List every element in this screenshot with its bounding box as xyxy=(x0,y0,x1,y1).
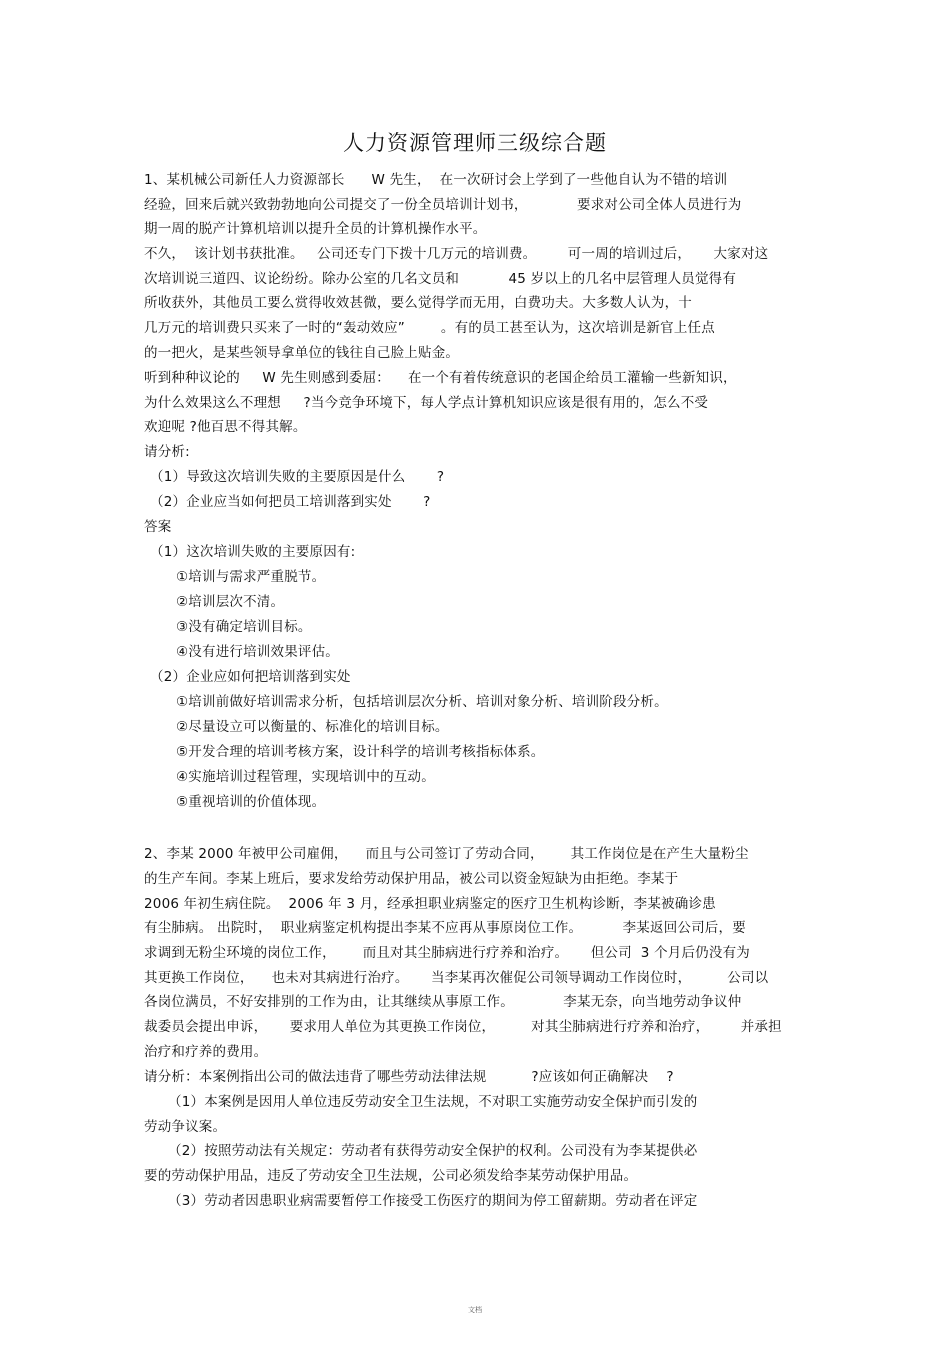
q1-question: （2）企业应当如何把员工培训落到实处 ? xyxy=(150,494,431,510)
q2-line: 2006 年初生病住院。 2006 年 3 月，经承担职业病鉴定的医疗卫生机构诊断，李某被确诊患 xyxy=(144,896,716,912)
answer-item: ⑤开发合理的培训考核方案，设计科学的培训考核指标体系。 xyxy=(176,744,545,760)
answer-item: ⑤重视培训的价值体现。 xyxy=(176,794,326,810)
q2-line: 的生产车间。李某上班后，要求发给劳动保护用品，被公司以资金短缺为由拒绝。李某于 xyxy=(144,871,679,887)
q1-line: 1、某机械公司新任人力资源部长 W 先生， 在一次研讨会上学到了一些他自认为不错的培训 xyxy=(144,172,728,188)
q1-line: 次培训说三道四、议论纷纷。除办公室的几名文员和 45 岁以上的几名中层管理人员觉得有 xyxy=(144,271,737,287)
q2-answer-line: （1）本案例是因用人单位违反劳动安全卫生法规，不对职工实施劳动安全保护而引发的 xyxy=(168,1094,698,1110)
answer-heading: （1）这次培训失败的主要原因有: xyxy=(150,544,356,560)
answer-heading: （2）企业应如何把培训落到实处 xyxy=(150,669,351,685)
q1-line: 不久， 该计划书获批准。 公司还专门下拨十几万元的培训费。 可一周的培训过后， 大家对这 xyxy=(144,246,769,262)
q2-line: 其更换工作岗位， 也未对其病进行治疗。 当李某再次催促公司领导调动工作岗位时， 公司以 xyxy=(144,970,769,986)
document-title: 人力资源管理师三级综合题 xyxy=(343,131,607,155)
answer-label: 答案 xyxy=(144,519,172,535)
answer-item: ①培训前做好培训需求分析，包括培训层次分析、培训对象分析、培训阶段分析。 xyxy=(176,694,668,710)
q2-line: 求调到无粉尘环境的岗位工作， 而且对其尘肺病进行疗养和治疗。 但公司 3 个月后仍没有为 xyxy=(144,945,750,961)
q2-line: 治疗和疗养的费用。 xyxy=(144,1044,268,1060)
answer-item: ④实施培训过程管理，实现培训中的互动。 xyxy=(176,769,435,785)
q2-answer-line: （2）按照劳动法有关规定：劳动者有获得劳动安全保护的权利。公司没有为李某提供必 xyxy=(168,1143,698,1159)
answer-item: ②培训层次不清。 xyxy=(176,594,285,610)
q1-line: 为什么效果这么不理想 ?当今竞争环境下，每人学点计算机知识应该是很有用的，怎么不受 xyxy=(144,395,709,411)
q1-line: 听到种种议论的 W 先生则感到委屈： 在一个有着传统意识的老国企给员工灌输一些新知识， xyxy=(144,370,737,386)
page-footer: 文档 xyxy=(468,1306,482,1314)
q2-answer-line: 要的劳动保护用品，违反了劳动安全卫生法规，公司必须发给李某劳动保护用品。 xyxy=(144,1168,638,1184)
q2-line: 有尘肺病。 出院时， 职业病鉴定机构提出李某不应再从事原岗位工作。 李某返回公司后，要 xyxy=(144,920,746,936)
q2-line: 2、李某 2000 年被甲公司雇佣， 而且与公司签订了劳动合同， 其工作岗位是在产生大量粉尘 xyxy=(144,846,749,862)
q1-line: 所收获外，其他员工要么赏得收效甚微，要么觉得学而无用，白费功夫。大多数人认为，十 xyxy=(144,295,692,311)
q1-line: 欢迎呢 ?他百思不得其解。 xyxy=(144,419,307,435)
q1-line: 经验，回来后就兴致勃勃地向公司提交了一份全员培训计划书， 要求对公司全体人员进行为 xyxy=(144,197,742,213)
q2-line: 裁委员会提出申诉， 要求用人单位为其更换工作岗位， 对其尘肺病进行疗养和治疗， 并承担 xyxy=(144,1019,782,1035)
q2-answer-line: 劳动争议案。 xyxy=(144,1119,227,1135)
q1-line: 请分析: xyxy=(144,444,190,460)
q1-question: （1）导致这次培训失败的主要原因是什么 ? xyxy=(150,469,445,485)
q1-line: 的一把火，是某些领导拿单位的钱往自己脸上贴金。 xyxy=(144,345,460,361)
answer-item: ①培训与需求严重脱节。 xyxy=(176,569,326,585)
q2-line: 各岗位满员，不好安排别的工作为由，让其继续从事原工作。 李某无奈，向当地劳动争议仲 xyxy=(144,994,742,1010)
q1-line: 期一周的脱产计算机培训以提升全员的计算机操作水平。 xyxy=(144,221,487,237)
answer-item: ②尽量设立可以衡量的、标准化的培训目标。 xyxy=(176,719,449,735)
answer-item: ④没有进行培训效果评估。 xyxy=(176,644,340,660)
q1-line: 几万元的培训费只买来了一时的“轰动效应” 。有的员工甚至认为，这次培训是新官上任点 xyxy=(144,320,715,336)
q2-answer-line: （3）劳动者因患职业病需要暂停工作接受工伤医疗的期间为停工留薪期。劳动者在评定 xyxy=(168,1193,698,1209)
answer-item: ③没有确定培训目标。 xyxy=(176,619,312,635)
q2-analysis: 请分析：本案例指出公司的做法违背了哪些劳动法律法规 ?应该如何正确解决 ? xyxy=(144,1069,674,1085)
